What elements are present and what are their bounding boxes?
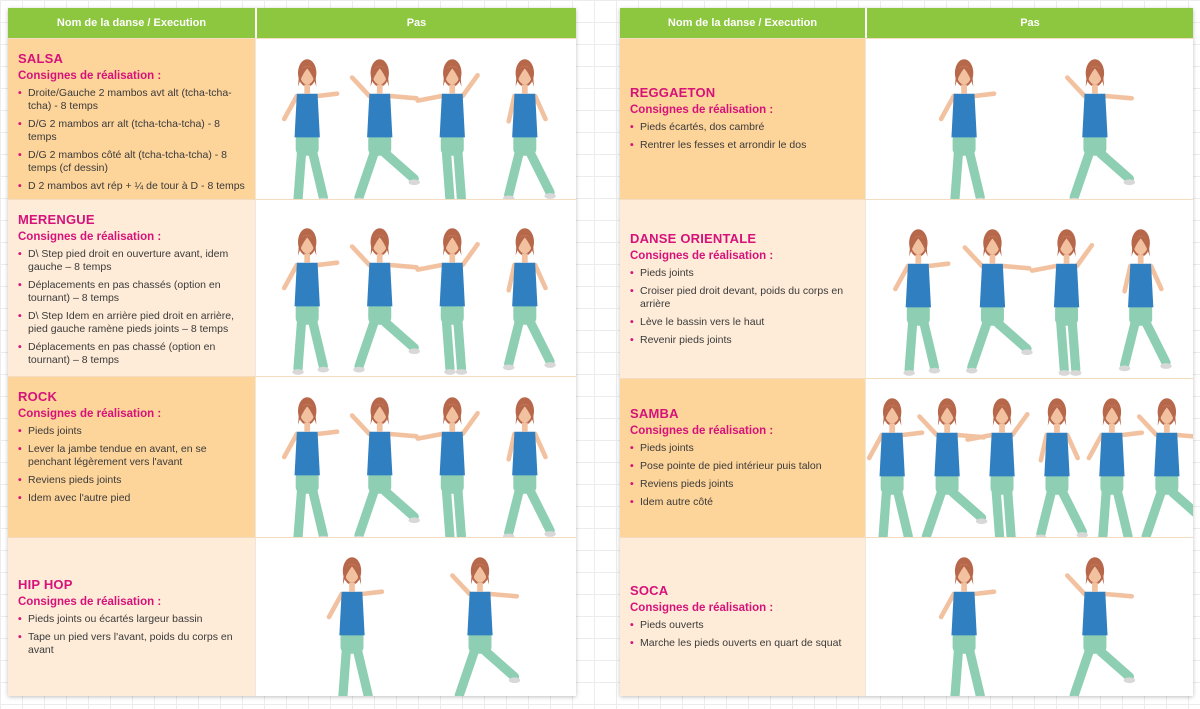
dance-text-cell bbox=[8, 377, 255, 537]
step-item: • Déplacements en pas chassé (option en tournant) – 8 temps bbox=[18, 341, 245, 367]
dance-illustration bbox=[865, 39, 1193, 199]
dance-illustration bbox=[865, 200, 1193, 378]
step-list bbox=[630, 121, 855, 157]
step-item: • D/G 2 mambos côté alt (tcha-tcha-tcha) - 8 temps (cf dessin) bbox=[18, 149, 245, 175]
step-item: • Reviens pieds joints bbox=[630, 478, 855, 491]
instructions-heading: Consignes de réalisation : bbox=[18, 70, 162, 82]
dancer-figures bbox=[866, 39, 1193, 199]
dance-text-cell bbox=[620, 379, 865, 537]
dance-illustration bbox=[255, 39, 576, 199]
dancer-figure bbox=[1119, 229, 1172, 371]
step-item: • Tape un pied vers l'avant, poids du corps en avant bbox=[18, 631, 245, 657]
dancer-figure bbox=[503, 228, 556, 370]
instructions-heading: Consignes de réalisation : bbox=[630, 425, 774, 437]
dance-text-cell bbox=[8, 538, 255, 696]
dancer-figure bbox=[503, 59, 556, 199]
step-item: • Reviens pieds joints bbox=[18, 474, 245, 487]
instructions-heading: Consignes de réalisation : bbox=[18, 231, 162, 243]
dancer-figure bbox=[418, 397, 478, 537]
dancer-figure bbox=[284, 397, 337, 537]
dancer-figures bbox=[866, 379, 1193, 537]
step-item: • Lève le bassin vers le haut bbox=[630, 316, 855, 329]
instructions-heading: Consignes de réalisation : bbox=[18, 408, 162, 420]
dance-row-hiphop bbox=[8, 537, 576, 696]
dancer-figure bbox=[352, 228, 420, 372]
step-item: • Marche les pieds ouverts en quart de squat bbox=[630, 637, 855, 650]
dancer-figure bbox=[869, 398, 922, 537]
dance-name: SOCA bbox=[630, 583, 669, 598]
dancer-figure bbox=[919, 398, 987, 537]
dance-row-soca bbox=[620, 537, 1193, 696]
dancer-figure bbox=[284, 59, 337, 199]
dance-name: REGGAETON bbox=[630, 85, 716, 100]
dancer-figure bbox=[352, 59, 420, 199]
step-item: • Pieds joints bbox=[18, 425, 245, 438]
step-item: • D\ Step Idem en arrière pied droit en arrière, pied gauche ramène pieds joints – 8 temps bbox=[18, 310, 245, 336]
dance-row-salsa bbox=[8, 38, 576, 199]
dancer-figure bbox=[1139, 398, 1193, 537]
dancer-figure bbox=[418, 59, 478, 199]
dance-name: SAMBA bbox=[630, 406, 679, 421]
dancer-figures bbox=[256, 39, 576, 199]
instructions-heading: Consignes de réalisation : bbox=[630, 249, 774, 262]
dance-text-cell bbox=[620, 200, 865, 378]
dancer-figure bbox=[329, 557, 382, 696]
header-dance-name: Nom de la danse / Execution bbox=[8, 8, 257, 38]
dance-illustration bbox=[865, 538, 1193, 696]
step-item: • Pieds joints bbox=[630, 442, 855, 455]
dancer-figure bbox=[452, 557, 520, 696]
dance-row-samba bbox=[620, 378, 1193, 537]
dance-row-rock bbox=[8, 376, 576, 537]
step-item: • Pieds joints ou écartés largeur bassin bbox=[18, 613, 245, 626]
step-item: • Lever la jambe tendue en avant, en se penchant légèrement vers l'avant bbox=[18, 443, 245, 469]
dancer-figure bbox=[1067, 59, 1135, 199]
dancer-figure bbox=[1089, 398, 1142, 537]
dancer-figures bbox=[256, 377, 576, 537]
step-list bbox=[630, 619, 855, 655]
dance-illustration bbox=[255, 200, 576, 376]
step-item: • Revenir pieds joints bbox=[630, 334, 855, 347]
dancer-figure bbox=[503, 397, 556, 537]
dancer-figure bbox=[895, 229, 948, 376]
dancer-figure bbox=[1067, 557, 1135, 696]
step-list bbox=[630, 442, 855, 514]
dance-row-reggaeton bbox=[620, 38, 1193, 199]
dance-table-right bbox=[620, 8, 1193, 696]
dance-name: HIP HOP bbox=[18, 576, 73, 592]
dancer-figures bbox=[256, 538, 576, 696]
dance-text-cell bbox=[8, 39, 255, 199]
step-item: • Droite/Gauche 2 mambos avt alt (tcha-tcha-tcha) - 8 temps bbox=[18, 87, 245, 113]
header-steps: Pas bbox=[406, 17, 427, 29]
dancer-figures bbox=[866, 538, 1193, 696]
header-steps: Pas bbox=[1020, 17, 1040, 29]
dance-illustration bbox=[255, 377, 576, 537]
header-dance-name: Nom de la danse / Execution bbox=[620, 8, 867, 38]
step-list bbox=[18, 87, 245, 193]
dancer-figures bbox=[866, 200, 1193, 378]
dance-text-cell bbox=[8, 200, 255, 376]
instructions-heading: Consignes de réalisation : bbox=[18, 595, 162, 608]
dance-illustration bbox=[255, 538, 576, 696]
dance-name: ROCK bbox=[18, 389, 58, 404]
dance-name: SALSA bbox=[18, 51, 64, 66]
table-header bbox=[620, 8, 1193, 38]
table-header bbox=[8, 8, 576, 38]
step-item: • Pieds ouverts bbox=[630, 619, 855, 632]
dance-illustration bbox=[865, 379, 1193, 537]
step-item: • D/G 2 mambos arr alt (tcha-tcha-tcha) - 8 temps bbox=[18, 118, 245, 144]
dancer-figures bbox=[256, 200, 576, 376]
dance-name: DANSE ORIENTALE bbox=[630, 230, 757, 246]
dancer-figure bbox=[965, 229, 1033, 373]
dancer-figure bbox=[418, 228, 478, 375]
step-item: • Idem avec l'autre pied bbox=[18, 492, 245, 505]
dancer-figure bbox=[352, 397, 420, 537]
step-item: • Idem autre côté bbox=[630, 496, 855, 509]
step-item: • D\ Step pied droit en ouverture avant, idem gauche – 8 temps bbox=[18, 248, 245, 274]
dancer-figure bbox=[1035, 398, 1088, 537]
step-item: • Déplacements en pas chassés (option en tournant) – 8 temps bbox=[18, 279, 245, 305]
dance-name: MERENGUE bbox=[18, 212, 95, 227]
step-item: • Rentrer les fesses et arrondir le dos bbox=[630, 139, 855, 152]
step-item: • D 2 mambos avt rép + ¼ de tour à D - 8 temps bbox=[18, 180, 245, 193]
instructions-heading: Consignes de réalisation : bbox=[630, 104, 774, 116]
dancer-figure bbox=[284, 228, 337, 375]
step-list bbox=[18, 248, 245, 367]
dancer-figure bbox=[1032, 229, 1092, 376]
dance-table-left bbox=[8, 8, 576, 696]
step-list bbox=[18, 613, 245, 662]
dance-text-cell bbox=[620, 39, 865, 199]
dance-row-danse-orientale bbox=[620, 199, 1193, 378]
step-item: • Pieds écartés, dos cambré bbox=[630, 121, 855, 134]
step-item: • Pose pointe de pied intérieur puis talon bbox=[630, 460, 855, 473]
step-item: • Pieds joints bbox=[630, 267, 855, 280]
dance-row-merengue bbox=[8, 199, 576, 376]
dance-text-cell bbox=[620, 538, 865, 696]
dancer-figure bbox=[941, 557, 994, 696]
step-list bbox=[18, 425, 245, 505]
step-item: • Croiser pied droit devant, poids du corps en arrière bbox=[630, 285, 855, 311]
instructions-heading: Consignes de réalisation : bbox=[630, 602, 774, 614]
step-list bbox=[630, 267, 855, 352]
dancer-figure bbox=[941, 59, 994, 199]
